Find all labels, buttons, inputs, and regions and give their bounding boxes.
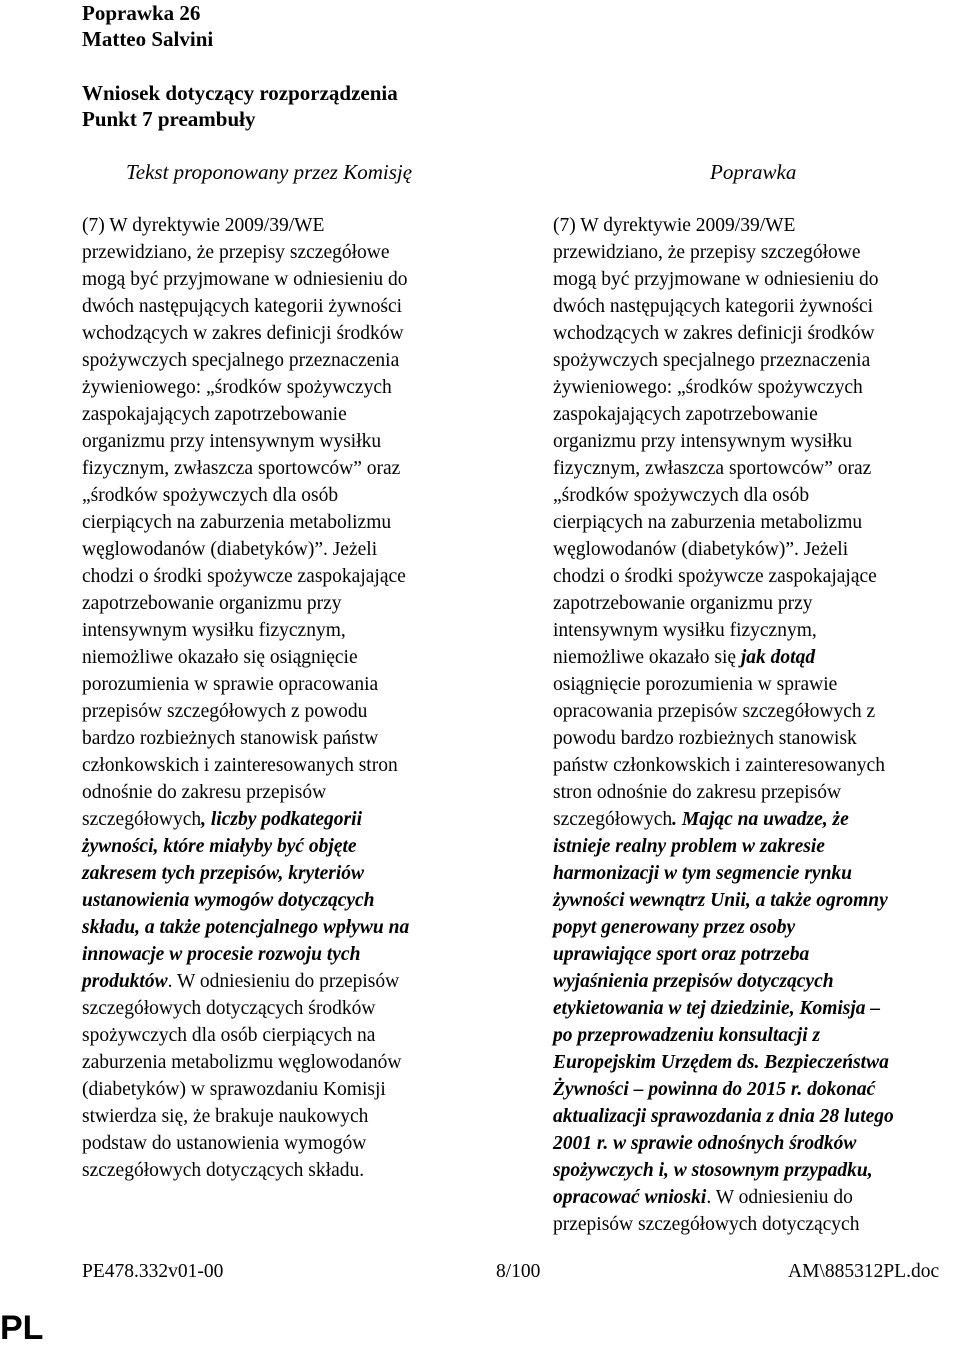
text-segment: członkowskich i zainteresowanych stron — [82, 755, 398, 776]
text-segment: przewidziano, że przepisy szczegółowe — [82, 242, 390, 263]
amendment-text — [553, 212, 960, 1238]
text-line — [82, 455, 482, 482]
text-line — [553, 860, 960, 887]
amended-text-segment: popyt generowany przez osoby — [553, 917, 796, 938]
amendment-author: Matteo Salvini — [82, 27, 214, 51]
text-line — [82, 347, 482, 374]
amended-text-segment: składu, a także potencjalnego wpływu na — [82, 917, 410, 938]
text-line — [553, 806, 960, 833]
preamble-point: Punkt 7 preambuły — [82, 107, 256, 131]
amended-text-segment: innowacje w procesie rozwoju tych — [82, 944, 361, 965]
text-segment: szczegółowych — [553, 809, 673, 830]
text-segment: spożywczych specjalnego przeznaczenia — [82, 350, 400, 371]
text-line — [82, 212, 482, 239]
text-line — [553, 644, 960, 671]
text-line — [82, 239, 482, 266]
text-segment: chodzi o środki spożywcze zaspokajające — [82, 566, 406, 587]
document-reference: PE478.332v01-00 — [82, 1261, 224, 1282]
text-segment: osiągnięcie porozumienia w sprawie — [553, 674, 838, 695]
text-segment: powodu bardzo rozbieżnych stanowisk — [553, 728, 857, 749]
text-segment: bardzo rozbieżnych stanowisk państw — [82, 728, 379, 749]
text-line — [553, 1130, 960, 1157]
text-line — [553, 941, 960, 968]
text-line — [553, 293, 960, 320]
text-line — [82, 806, 482, 833]
amended-text-segment: istnieje realny problem w zakresie — [553, 836, 825, 857]
text-segment: mogą być przyjmowane w odniesieniu do — [553, 269, 879, 290]
text-segment: szczegółowych dotyczących składu. — [82, 1160, 365, 1181]
text-segment: szczegółowych dotyczących środków — [82, 998, 376, 1019]
text-segment: „środków spożywczych dla osób — [82, 485, 339, 506]
text-segment: niemożliwe okazało się osiągnięcie — [82, 647, 358, 668]
amended-text-segment: aktualizacji sprawozdania z dnia 28 lutego — [553, 1106, 894, 1127]
text-line — [82, 320, 482, 347]
text-segment: niemożliwe okazało się — [553, 647, 741, 668]
left-column-heading: Tekst proponowany przez Komisję — [126, 160, 413, 184]
page-number: 8/100 — [496, 1261, 541, 1282]
text-segment: porozumienia w sprawie opracowania — [82, 674, 379, 695]
text-segment: węglowodanów (diabetyków)”. Jeżeli — [82, 539, 378, 560]
text-segment: cierpiących na zaburzenia metabolizmu — [553, 512, 863, 533]
text-line — [553, 698, 960, 725]
text-line — [82, 860, 482, 887]
text-line — [553, 968, 960, 995]
text-segment: odnośnie do zakresu przepisów — [82, 782, 327, 803]
text-line — [82, 293, 482, 320]
text-segment: spożywczych dla osób cierpiących na — [82, 1025, 376, 1046]
text-line — [82, 968, 482, 995]
text-line — [82, 617, 482, 644]
text-line — [82, 914, 482, 941]
text-segment: stron odnośnie do zakresu przepisów — [553, 782, 842, 803]
text-line — [553, 671, 960, 698]
text-line — [553, 995, 960, 1022]
amendment-number: Poprawka 26 — [82, 1, 201, 25]
text-segment: wchodzących w zakres definicji środków — [82, 323, 404, 344]
amended-text-segment: żywności, które miałyby być objęte — [82, 836, 357, 857]
text-line — [82, 482, 482, 509]
text-line — [553, 266, 960, 293]
text-line — [82, 752, 482, 779]
text-line — [553, 347, 960, 374]
text-segment: stwierdza się, że brakuje naukowych — [82, 1106, 369, 1127]
text-line — [553, 833, 960, 860]
text-line — [553, 320, 960, 347]
text-segment: żywieniowego: „środków spożywczych — [82, 377, 392, 398]
text-line — [82, 941, 482, 968]
text-segment: węglowodanów (diabetyków)”. Jeżeli — [553, 539, 849, 560]
amended-text-segment: opracować wnioski — [553, 1187, 707, 1208]
right-column-heading: Poprawka — [710, 160, 797, 184]
text-segment: wchodzących w zakres definicji środków — [553, 323, 875, 344]
amended-text-segment: Żywności – powinna do 2015 r. dokonać — [553, 1079, 876, 1100]
text-line — [553, 455, 960, 482]
text-segment: żywieniowego: „środków spożywczych — [553, 377, 863, 398]
text-segment: fizycznym, zwłaszcza sportowców” oraz — [82, 458, 401, 479]
text-line — [82, 1022, 482, 1049]
text-segment: mogą być przyjmowane w odniesieniu do — [82, 269, 408, 290]
text-line — [553, 725, 960, 752]
text-line — [82, 1049, 482, 1076]
text-segment: cierpiących na zaburzenia metabolizmu — [82, 512, 392, 533]
text-segment: zaburzenia metabolizmu węglowodanów — [82, 1052, 402, 1073]
text-line — [82, 401, 482, 428]
text-segment: organizmu przy intensywnym wysiłku — [553, 431, 853, 452]
text-line — [553, 212, 960, 239]
text-line — [82, 590, 482, 617]
commission-text — [82, 212, 482, 1184]
text-segment: państw członkowskich i zainteresowanych — [553, 755, 885, 776]
language-code: PL — [0, 1309, 44, 1347]
text-line — [553, 887, 960, 914]
text-line — [553, 401, 960, 428]
text-line — [82, 509, 482, 536]
text-line — [553, 1184, 960, 1211]
text-line — [82, 995, 482, 1022]
text-segment: . W odniesieniu do przepisów — [167, 971, 400, 992]
amended-text-segment: zakresem tych przepisów, kryteriów — [82, 863, 365, 884]
text-line — [82, 671, 482, 698]
text-segment: . W odniesieniu do — [706, 1187, 853, 1208]
text-segment: intensywnym wysiłku fizycznym, — [82, 620, 346, 641]
text-segment: zapotrzebowanie organizmu przy — [553, 593, 813, 614]
text-line — [553, 1076, 960, 1103]
text-line — [553, 428, 960, 455]
text-line — [82, 428, 482, 455]
text-line — [82, 1103, 482, 1130]
text-line — [82, 833, 482, 860]
text-line — [82, 1130, 482, 1157]
amended-text-segment: produktów — [82, 971, 168, 992]
text-line — [553, 374, 960, 401]
text-line — [82, 725, 482, 752]
text-segment: dwóch następujących kategorii żywności — [82, 296, 403, 317]
text-segment: organizmu przy intensywnym wysiłku — [82, 431, 382, 452]
text-segment: zapotrzebowanie organizmu przy — [82, 593, 342, 614]
text-segment: przepisów szczegółowych z powodu — [82, 701, 368, 722]
amended-text-segment: 2001 r. w sprawie odnośnych środków — [553, 1133, 857, 1154]
amended-text-segment: . Mając na uwadze, że — [672, 809, 849, 830]
text-segment: dwóch następujących kategorii żywności — [553, 296, 874, 317]
text-segment: szczegółowych — [82, 809, 202, 830]
text-segment: fizycznym, zwłaszcza sportowców” oraz — [553, 458, 872, 479]
text-line — [82, 536, 482, 563]
text-line — [553, 752, 960, 779]
text-segment: (7) W dyrektywie 2009/39/WE — [82, 215, 325, 236]
text-line — [553, 239, 960, 266]
amended-text-segment: ustanowienia wymogów dotyczących — [82, 890, 375, 911]
text-line — [82, 1157, 482, 1184]
text-line — [82, 887, 482, 914]
text-line — [553, 563, 960, 590]
amended-text-segment: Europejskim Urzędem ds. Bezpieczeństwa — [553, 1052, 889, 1073]
text-line — [553, 617, 960, 644]
text-line — [553, 1049, 960, 1076]
text-line — [82, 374, 482, 401]
amended-text-segment: spożywczych i, w stosownym przypadku, — [553, 1160, 873, 1181]
text-line — [553, 590, 960, 617]
text-line — [82, 644, 482, 671]
text-line — [553, 536, 960, 563]
text-line — [553, 509, 960, 536]
text-line — [553, 1157, 960, 1184]
amended-text-segment: , liczby podkategorii — [201, 809, 362, 830]
amended-text-segment: wyjaśnienia przepisów dotyczących — [553, 971, 834, 992]
document-filename: AM\885312PL.doc — [788, 1261, 940, 1282]
text-segment: przepisów szczegółowych dotyczących — [553, 1214, 860, 1235]
amended-text-segment: uprawiające sport oraz potrzeba — [553, 944, 810, 965]
text-segment: chodzi o środki spożywcze zaspokajające — [553, 566, 877, 587]
text-segment: spożywczych specjalnego przeznaczenia — [553, 350, 871, 371]
text-line — [553, 1022, 960, 1049]
amended-text-segment: etykietowania w tej dziedzinie, Komisja – — [553, 998, 881, 1019]
text-segment: (diabetyków) w sprawozdaniu Komisji — [82, 1079, 386, 1100]
amended-text-segment: jak dotąd — [740, 647, 816, 668]
text-line — [82, 266, 482, 293]
text-line — [553, 779, 960, 806]
text-line — [553, 482, 960, 509]
proposal-title: Wniosek dotyczący rozporządzenia — [82, 81, 398, 105]
text-segment: podstaw do ustanowienia wymogów — [82, 1133, 367, 1154]
text-line — [553, 1103, 960, 1130]
text-segment: przewidziano, że przepisy szczegółowe — [553, 242, 861, 263]
text-segment: zaspokajających zapotrzebowanie — [553, 404, 818, 425]
text-segment: „środków spożywczych dla osób — [553, 485, 810, 506]
text-segment: opracowania przepisów szczegółowych z — [553, 701, 876, 722]
text-line — [553, 914, 960, 941]
text-segment: intensywnym wysiłku fizycznym, — [553, 620, 817, 641]
text-line — [553, 1211, 960, 1238]
text-segment: zaspokajających zapotrzebowanie — [82, 404, 347, 425]
text-segment: (7) W dyrektywie 2009/39/WE — [553, 215, 796, 236]
text-line — [82, 698, 482, 725]
text-line — [82, 563, 482, 590]
text-line — [82, 1076, 482, 1103]
amended-text-segment: harmonizacji w tym segmencie rynku — [553, 863, 853, 884]
amended-text-segment: żywności wewnątrz Unii, a także ogromny — [553, 890, 888, 911]
text-line — [82, 779, 482, 806]
amended-text-segment: po przeprowadzeniu konsultacji z — [553, 1025, 821, 1046]
